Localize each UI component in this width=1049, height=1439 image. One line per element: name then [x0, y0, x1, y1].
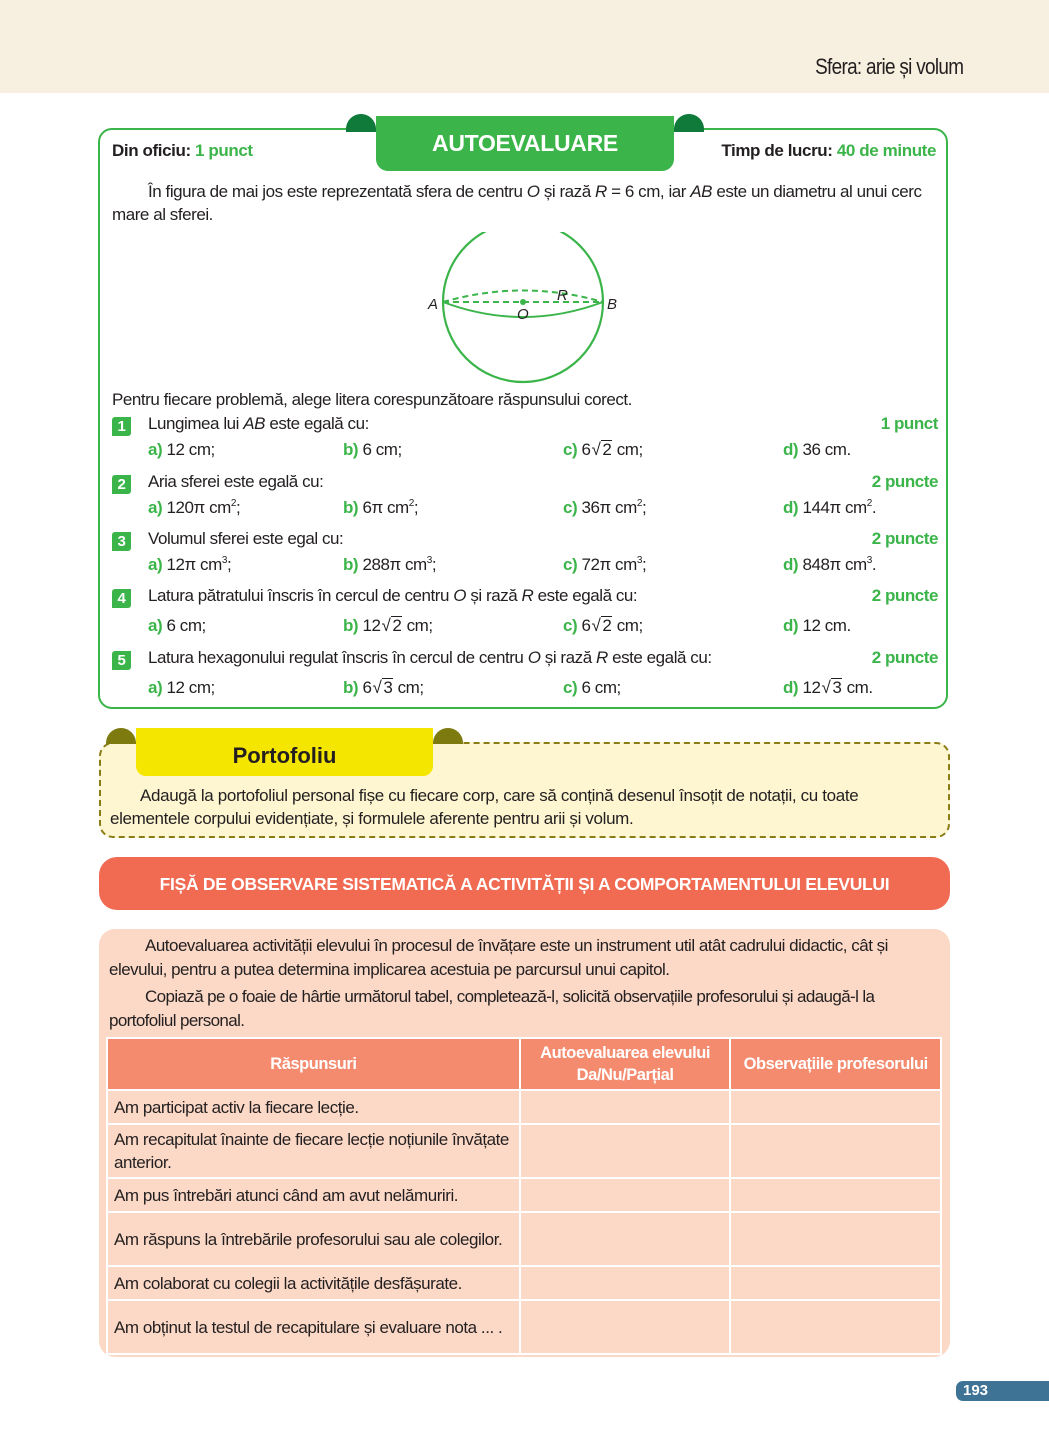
sqrt-icon: √ [381, 616, 391, 635]
question-text: Lungimea lui [148, 414, 244, 433]
option-end: . [871, 498, 877, 517]
question-number-badge: 4 [112, 589, 131, 608]
observation-text-1: Autoevaluarea activității elevului în procesul de învățare este un instrument util atât cadrului didactic, cât și elevului, pentru a putea determina implicarea acestuia pe parcursul unui capitol. [109, 936, 888, 979]
intro-text: În figura de mai jos este reprezentată sfera de centru [148, 182, 527, 201]
teacher-observation-cell[interactable] [730, 1266, 941, 1300]
question-text-line [148, 529, 343, 549]
porto-ear-left [106, 728, 136, 744]
option-value: 120π cm [166, 498, 231, 517]
option-value: 12π cm [166, 555, 222, 574]
answer-option-d[interactable] [783, 440, 851, 460]
option-end: ; [226, 555, 232, 574]
answer-option-a[interactable] [148, 498, 240, 518]
question-number-badge: 5 [112, 651, 131, 670]
option-letter: b) [343, 498, 359, 517]
option-exponent: 3 [866, 555, 872, 566]
row-statement: Am recapitulat înainte de fiecare lecție noțiunile învățate anterior. [107, 1124, 520, 1178]
option-radicand: 3 [383, 678, 393, 697]
answer-option-d[interactable] [783, 498, 876, 518]
answer-option-d[interactable] [783, 616, 851, 636]
option-end: ; [641, 555, 647, 574]
question-text: Latura hexagonului regulat înscris în cercul de centru [148, 648, 528, 667]
answer-option-a[interactable] [148, 616, 206, 636]
question-points: 2 puncte [871, 586, 938, 605]
table-row [107, 1266, 941, 1300]
portofoliu-title: Portofoliu [136, 728, 433, 776]
answer-option-b[interactable] [343, 678, 424, 698]
option-letter: d) [783, 498, 799, 517]
answer-option-c[interactable] [563, 678, 621, 698]
portofoliu-text [110, 784, 940, 830]
question-number-badge: 2 [112, 475, 131, 494]
teacher-observation-cell[interactable] [730, 1178, 941, 1212]
option-letter: a) [148, 498, 163, 517]
self-evaluation-cell[interactable] [520, 1178, 731, 1212]
option-value: 6 cm; [362, 440, 402, 459]
option-radicand: 2 [602, 616, 612, 635]
option-coef: 6 [581, 440, 591, 459]
option-value: 12 cm; [166, 678, 215, 697]
question-text-line [148, 414, 369, 434]
question-text-line [148, 472, 323, 492]
ribbon-ear-right [674, 114, 704, 132]
option-end: ; [641, 498, 647, 517]
question-points: 2 puncte [871, 648, 938, 667]
option-value: 848π cm [802, 555, 867, 574]
option-coef: 12 [362, 616, 381, 635]
question-text: Volumul sferei este egal cu: [148, 529, 344, 548]
option-end: ; [413, 498, 419, 517]
table-row [107, 1090, 941, 1124]
timp-value: 40 de minute [836, 141, 936, 160]
din-oficiu-value: 1 punct [195, 141, 253, 160]
question-text: și rază [466, 586, 522, 605]
option-radicand: 2 [392, 616, 402, 635]
teacher-observation-cell[interactable] [730, 1124, 941, 1178]
option-unit: cm; [612, 440, 643, 459]
intro-o: O [526, 182, 540, 201]
question-text-line [148, 648, 712, 668]
sqrt-icon: √ [591, 440, 601, 459]
header-autoevaluarea: Autoevaluarea elevului Da/Nu/Parțial [520, 1038, 731, 1090]
option-exponent: 2 [636, 498, 642, 509]
option-letter: b) [343, 555, 359, 574]
question-text: Aria sferei este egală cu: [148, 472, 324, 491]
option-value: 12 cm; [166, 440, 215, 459]
sqrt-icon: √ [821, 678, 831, 697]
option-value: 36π cm [581, 498, 637, 517]
option-unit: cm. [842, 678, 873, 697]
option-exponent: 2 [408, 498, 414, 509]
ribbon-ear-left [346, 114, 376, 132]
table-row [107, 1300, 941, 1354]
question-text-line [148, 586, 637, 606]
option-exponent: 2 [866, 498, 872, 509]
answer-option-d[interactable] [783, 555, 876, 575]
observation-paragraph-2 [109, 985, 945, 1033]
option-unit: cm; [402, 616, 433, 635]
sqrt-icon: √ [372, 678, 382, 697]
option-coef: 6 [581, 616, 591, 635]
question-text: Latura pătratului înscris în cercul de centru [148, 586, 454, 605]
observation-paragraph-1 [109, 934, 945, 982]
timp-de-lucru [721, 141, 936, 161]
sphere-figure [420, 232, 630, 402]
answer-option-c[interactable] [563, 555, 646, 575]
question-5 [112, 648, 938, 698]
question-4 [112, 586, 938, 636]
option-letter: c) [563, 555, 578, 574]
question-italic: AB [243, 414, 266, 433]
label-o: O [517, 306, 529, 323]
question-points: 2 puncte [871, 472, 938, 491]
option-exponent: 3 [221, 555, 227, 566]
option-letter: a) [148, 616, 163, 635]
question-text: este egală cu: [265, 414, 369, 433]
question-text: este egală cu: [533, 586, 638, 605]
question-italic: O [453, 586, 467, 605]
self-evaluation-cell[interactable] [520, 1090, 731, 1124]
chapter-title: Sfera: arie și volum [814, 54, 963, 79]
question-points: 1 punct [880, 414, 938, 433]
intro-ab: AB [690, 182, 713, 201]
question-text: este egală cu: [607, 648, 712, 667]
option-letter: b) [343, 440, 359, 459]
intro-text: și rază [539, 182, 596, 201]
option-coef: 12 [802, 678, 821, 697]
table-row [107, 1124, 941, 1178]
option-unit: cm; [612, 616, 643, 635]
option-value: 72π cm [581, 555, 637, 574]
option-letter: b) [343, 678, 359, 697]
option-end: ; [235, 498, 241, 517]
label-b: B [607, 296, 618, 313]
question-italic: O [527, 648, 541, 667]
question-points: 2 puncte [871, 529, 938, 548]
row-statement: Am colaborat cu colegii la activitățile desfășurate. [107, 1266, 520, 1300]
option-value: 6 cm; [581, 678, 621, 697]
row-statement: Am participat activ la fiecare lecție. [107, 1090, 520, 1124]
center-point [520, 299, 526, 305]
answer-option-b[interactable] [343, 440, 402, 460]
option-end: . [871, 555, 877, 574]
row-statement: Am obținut la testul de recapitulare și evaluare nota ... . [107, 1300, 520, 1354]
answer-option-d[interactable] [783, 678, 873, 698]
answer-option-c[interactable] [563, 440, 643, 460]
answer-option-b[interactable] [343, 616, 433, 636]
option-letter: c) [563, 498, 578, 517]
option-exponent: 3 [636, 555, 642, 566]
option-exponent: 3 [426, 555, 432, 566]
sqrt-icon: √ [591, 616, 601, 635]
fisa-title: FIȘĂ DE OBSERVARE SISTEMATICĂ A ACTIVITĂȚII ȘI A COMPORTAMENTULUI ELEVULUI [99, 857, 950, 910]
answer-option-a[interactable] [148, 555, 231, 575]
self-evaluation-cell[interactable] [520, 1300, 731, 1354]
answer-option-a[interactable] [148, 678, 215, 698]
observation-text-2: Copiază pe o foaie de hârtie următorul tabel, completează-l, solicită observațiile profesorului și adaugă-l la portofoliul personal. [109, 987, 875, 1030]
teacher-observation-cell[interactable] [730, 1090, 941, 1124]
option-radicand: 2 [602, 440, 612, 459]
question-2 [112, 472, 938, 522]
question-3 [112, 529, 938, 579]
option-letter: a) [148, 678, 163, 697]
table-row [107, 1178, 941, 1212]
option-end: ; [431, 555, 437, 574]
answer-option-c[interactable] [563, 498, 646, 518]
observation-table [106, 1037, 942, 1355]
question-1 [112, 414, 938, 464]
row-statement: Am răspuns la întrebările profesorului sau ale colegilor. [107, 1212, 520, 1266]
self-evaluation-cell[interactable] [520, 1212, 731, 1266]
answer-option-c[interactable] [563, 616, 643, 636]
option-letter: d) [783, 555, 799, 574]
option-letter: d) [783, 440, 799, 459]
option-letter: d) [783, 678, 799, 697]
portofoliu-text-body: Adaugă la portofoliul personal fișe cu fiecare corp, care să conțină desenul însoțit de notații, cu toate elementele corpului evidențiate, și formulele aferente pentru arii și volum. [110, 786, 859, 828]
header-observatiile: Observațiile profesorului [730, 1038, 941, 1090]
table-row [107, 1212, 941, 1266]
self-evaluation-cell[interactable] [520, 1124, 731, 1178]
timp-label: Timp de lucru: [721, 141, 833, 160]
option-letter: a) [148, 440, 163, 459]
option-unit: cm; [393, 678, 424, 697]
teacher-observation-cell[interactable] [730, 1212, 941, 1266]
option-letter: c) [563, 440, 578, 459]
page-number: 193 [956, 1381, 1049, 1401]
option-letter: a) [148, 555, 163, 574]
answer-option-b[interactable] [343, 498, 418, 518]
din-oficiu-label: Din oficiu: [112, 141, 191, 160]
option-letter: c) [563, 678, 578, 697]
self-evaluation-cell[interactable] [520, 1266, 731, 1300]
instruction: Pentru fiecare problemă, alege litera corespunzătoare răspunsului corect. [112, 390, 632, 409]
din-oficiu [112, 141, 253, 161]
option-radicand: 3 [832, 678, 842, 697]
intro-text: = 6 cm, iar [606, 182, 691, 201]
option-letter: d) [783, 616, 799, 635]
option-value: 6π cm [362, 498, 409, 517]
header-raspunsuri: Răspunsuri [107, 1038, 520, 1090]
label-r: R [557, 287, 568, 304]
porto-ear-right [433, 728, 463, 744]
answer-option-a[interactable] [148, 440, 215, 460]
option-value: 144π cm [802, 498, 867, 517]
option-letter: b) [343, 616, 359, 635]
question-number-badge: 1 [112, 417, 131, 436]
option-coef: 6 [362, 678, 372, 697]
option-value: 6 cm; [166, 616, 206, 635]
answer-option-b[interactable] [343, 555, 436, 575]
option-value: 12 cm. [802, 616, 851, 635]
row-statement: Am pus întrebări atunci când am avut nelămuriri. [107, 1178, 520, 1212]
option-exponent: 2 [230, 498, 236, 509]
question-italic: R [521, 586, 534, 605]
intro-r: R [595, 182, 607, 201]
option-value: 288π cm [362, 555, 427, 574]
table-header-row [107, 1038, 941, 1090]
intro-text: este un diametru al unui cerc mare al sferei. [112, 182, 922, 224]
option-value: 36 cm. [802, 440, 851, 459]
teacher-observation-cell[interactable] [730, 1300, 941, 1354]
autoevaluare-title: AUTOEVALUARE [376, 116, 674, 171]
intro-paragraph [112, 180, 938, 226]
question-text: și rază [540, 648, 596, 667]
option-letter: c) [563, 616, 578, 635]
question-number-badge: 3 [112, 532, 131, 551]
question-italic: R [595, 648, 608, 667]
label-a: A [428, 296, 439, 313]
